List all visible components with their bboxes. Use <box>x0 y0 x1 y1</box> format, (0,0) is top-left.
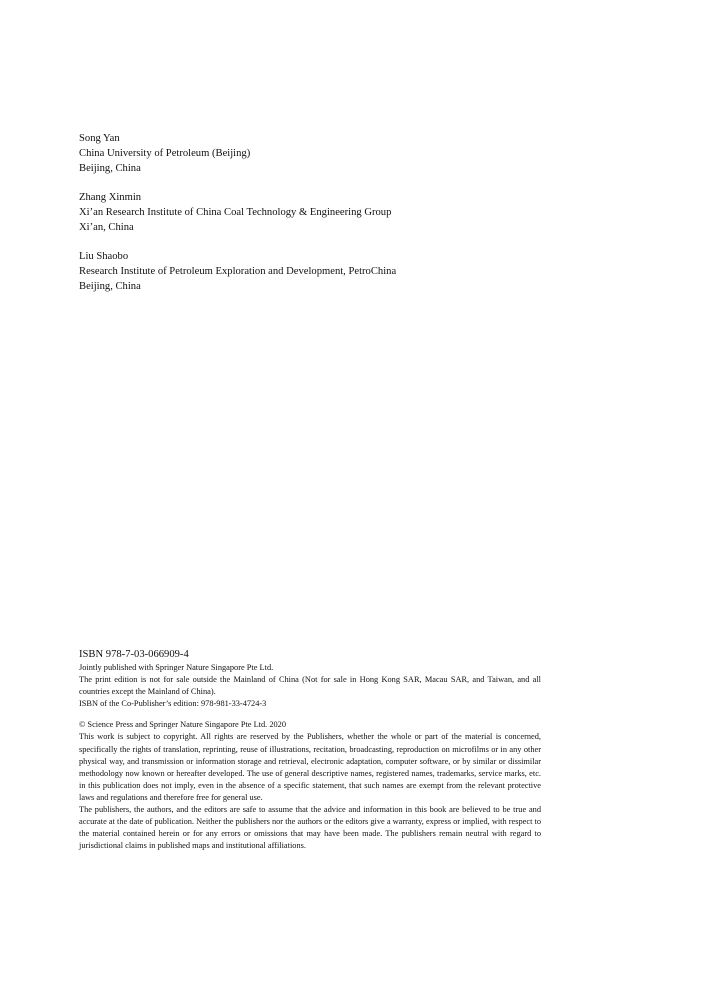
joint-publication-note: Jointly published with Springer Nature Singapore Pte Ltd. <box>79 663 274 672</box>
author-affiliation: China University of Petroleum (Beijing) <box>79 148 251 159</box>
author-location: Beijing, China <box>79 281 141 292</box>
author-affiliation: Research Institute of Petroleum Exploration and Development, PetroChina <box>79 266 397 277</box>
copyright-line: © Science Press and Springer Nature Singapore Pte Ltd. 2020 <box>79 720 287 730</box>
author-entry <box>79 249 559 294</box>
author-name: Zhang Xinmin <box>79 192 142 203</box>
author-entry <box>79 131 559 176</box>
co-publisher-isbn: ISBN of the Co-Publisher’s edition: 978-981-33-4724-3 <box>79 699 267 709</box>
author-affiliation: Xi’an Research Institute of China Coal Technology & Engineering Group <box>79 207 392 218</box>
author-name: Liu Shaobo <box>79 251 129 262</box>
imprint-block <box>79 647 541 852</box>
author-entry <box>79 190 559 235</box>
publisher-disclaimer: The publishers, the authors, and the editors are safe to assume that the advice and information in this book are believed to be true and accurate at the date of publication. Neither the publishers nor the authors or the editors give a warranty, express or implied, with respect to the material contained herein or for any errors or omissions that may have been made. The publishers remain neutral with regard to jurisdictional claims in published maps and institutional affiliations. <box>79 805 541 851</box>
author-name: Song Yan <box>79 133 120 144</box>
print-edition-note: The print edition is not for sale outside the Mainland of China (Not for sale in Hong Kong SAR, Macau SAR, and Taiwan, and all countries except the Mainland of China). <box>79 675 541 697</box>
author-location: Beijing, China <box>79 163 141 174</box>
author-location: Xi’an, China <box>79 222 134 233</box>
copyright-notice: This work is subject to copyright. All rights are reserved by the Publishers, whether the whole or part of the material is concerned, specifically the rights of translation, reprinting, reuse of illustrations, recitation, broadcasting, reproduction on microfilms or in any other physical way, and transmission or information storage and retrieval, electronic adaptation, computer software, or by similar or dissimilar methodology now known or hereafter developed. The use of general descriptive names, registered names, trademarks, service marks, etc. in this publication does not imply, even in the absence of a specific statement, that such names are exempt from the relevant protective laws and regulations and therefore free for general use. <box>79 732 541 802</box>
spacer <box>79 710 541 719</box>
author-list <box>79 131 559 308</box>
isbn-main: ISBN 978-7-03-066909-4 <box>79 649 189 660</box>
